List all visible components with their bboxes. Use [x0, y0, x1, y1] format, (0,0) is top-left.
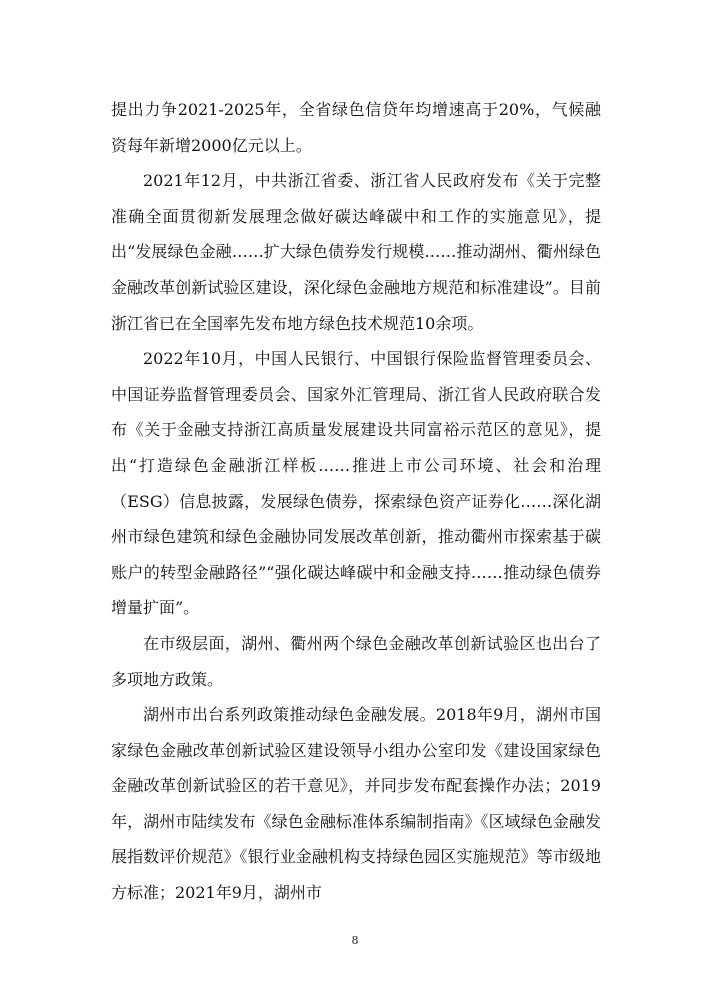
- paragraph-2021-provincial-opinion: 2021年12月，中共浙江省委、浙江省人民政府发布《关于完整准确全面贯彻新发展理念做好碳达峰碳中和工作的实施意见》，提出“发展绿色金融……扩大绿色债券发行规模……推动湖州、衢州绿色金融改革创新试验区建设，深化绿色金融地方规范和标准建设”。目前浙江省已在全国率先发布地方绿色技术规范10余项。: [111, 171, 601, 333]
- paragraph-2022-pboc-opinion: 2022年10月，中国人民银行、中国银行保险监督管理委员会、中国证券监督管理委员会、国家外汇管理局、浙江省人民政府联合发布《关于金融支持浙江高质量发展建设共同富裕示范区的意见》，提出“打造绿色金融浙江样板……推进上市公司环境、社会和治理（ESG）信息披露，发展绿色债券，探索绿色资产证券化……深化湖州市绿色建筑和绿色金融协同发展改革创新，推动衢州市探索基于碳账户的转型金融路径”“强化碳达峰碳中和金融支持……推动绿色债券增量扩面”。: [111, 349, 601, 618]
- paragraph-city-level: 在市级层面，湖州、衢州两个绿色金融改革创新试验区也出台了多项地方政策。: [111, 633, 601, 689]
- paragraph-huzhou-policies: 湖州市出台系列政策推动绿色金融发展。2018年9月，湖州市国家绿色金融改革创新试验区建设领导小组办公室印发《建设国家绿色金融改革创新试验区的若干意见》，并同步发布配套操作办法；2019年，湖州市陆续发布《绿色金融标准体系编制指南》《区域绿色金融发展指数评价规范》《银行业金融机构支持绿色园区实施规范》等市级地方标准；2021年9月，湖州市: [111, 705, 601, 903]
- page-number: 8: [351, 934, 359, 947]
- paragraph-continued: 提出力争2021-2025年，全省绿色信贷年均增速高于20%，气候融资每年新增2000亿元以上。: [111, 100, 601, 155]
- body-text: [111, 92, 601, 911]
